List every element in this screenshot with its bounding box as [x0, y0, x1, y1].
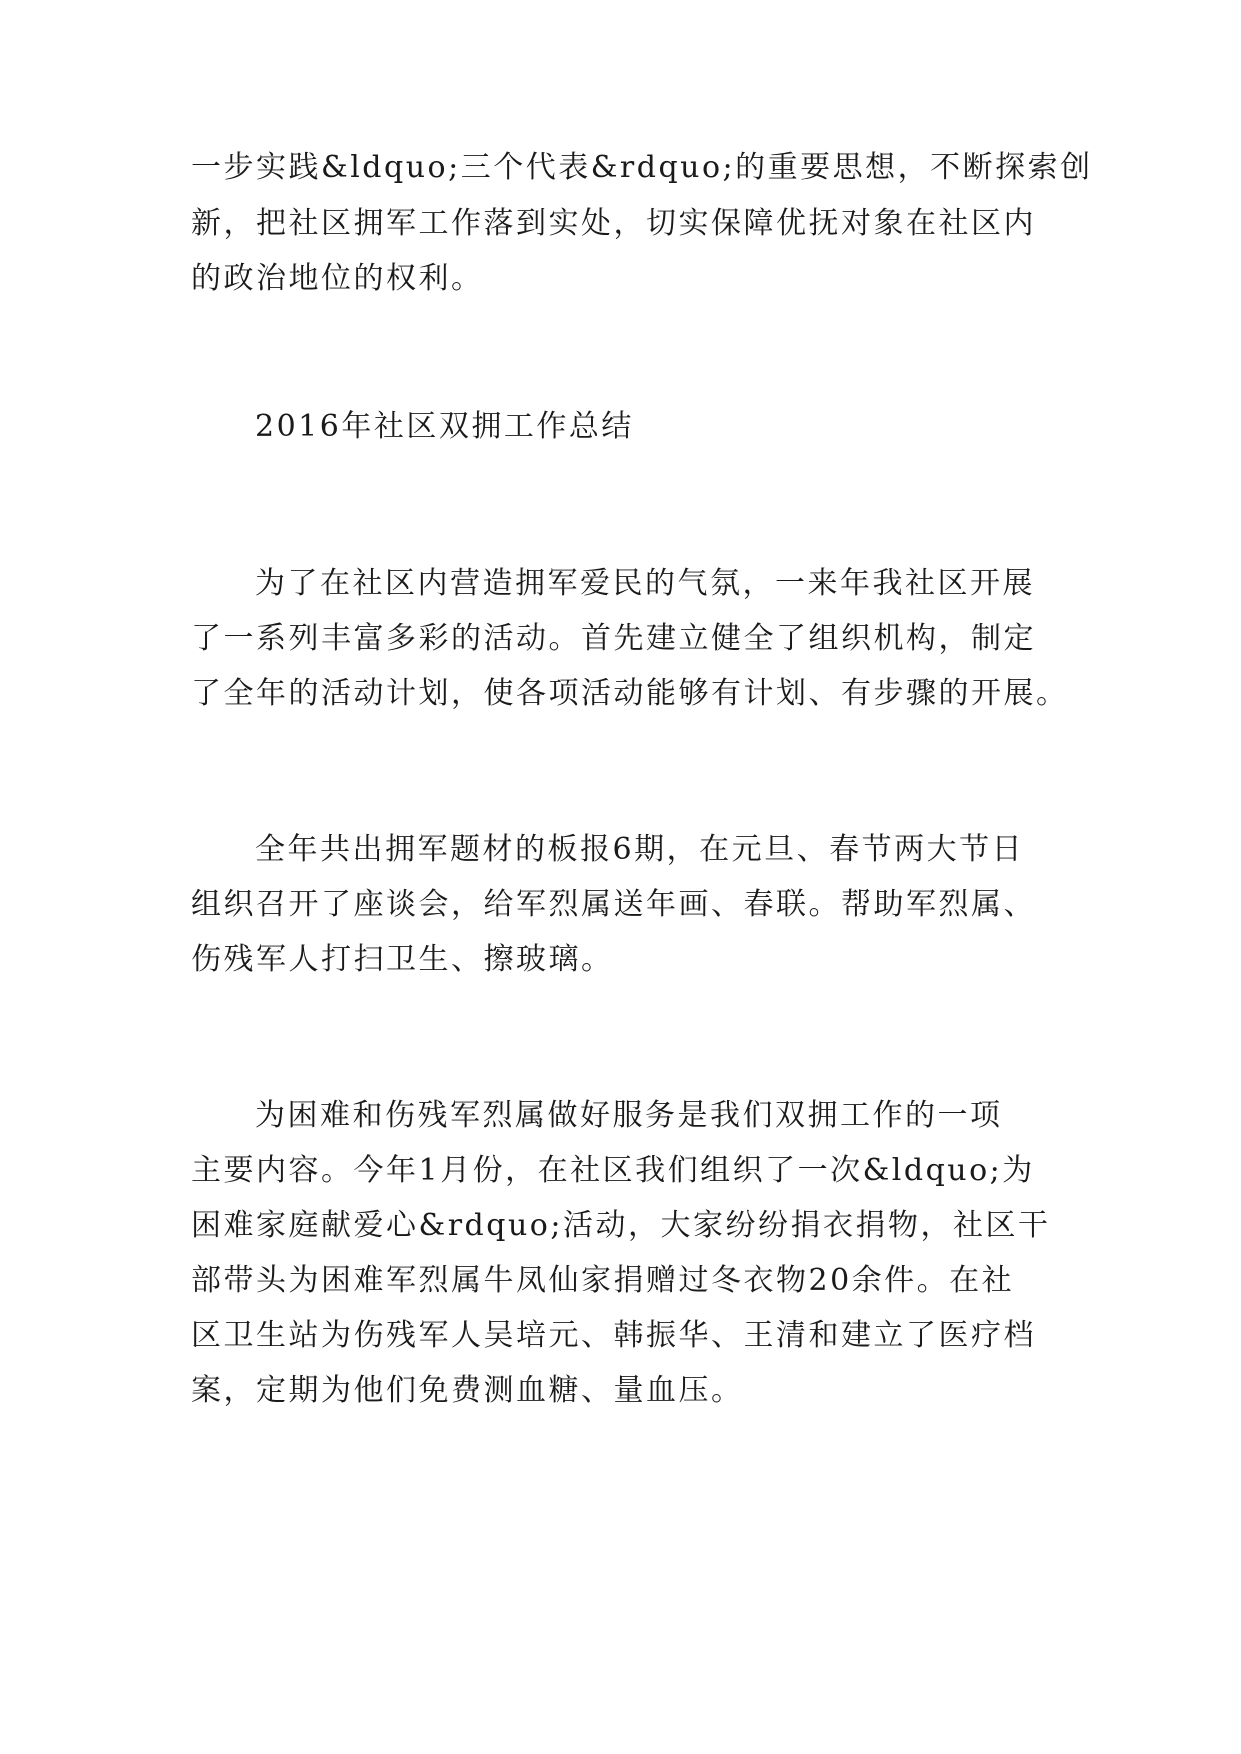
paragraph-line: 案，定期为他们免费测血糖、量血压。	[191, 1373, 744, 1408]
paragraph-line: 了一系列丰富多彩的活动。首先建立健全了组织机构，制定	[191, 621, 1036, 656]
paragraph-line: 组织召开了座谈会，给军烈属送年画、春联。帮助军烈属、	[191, 887, 1036, 922]
paragraph-line: 困难家庭献爱心&rdquo;活动，大家纷纷捐衣捐物，社区干	[191, 1208, 1051, 1243]
paragraph-line: 为了在社区内营造拥军爱民的气氛，一来年我社区开展	[255, 566, 1035, 601]
paragraph-line: 区卫生站为伤残军人吴培元、韩振华、王清和建立了医疗档	[191, 1318, 1036, 1353]
section-title: 2016年社区双拥工作总结	[255, 409, 634, 444]
paragraph-line: 为困难和伤残军烈属做好服务是我们双拥工作的一项	[255, 1098, 1003, 1133]
paragraph-line: 一步实践&ldquo;三个代表&rdquo;的重要思想，不断探索创	[191, 150, 1093, 185]
paragraph-line: 伤残军人打扫卫生、擦玻璃。	[191, 942, 614, 977]
paragraph-line: 全年共出拥军题材的板报6期，在元旦、春节两大节日	[255, 832, 1025, 867]
paragraph-line: 了全年的活动计划，使各项活动能够有计划、有步骤的开展。	[191, 676, 1069, 711]
paragraph-line: 新，把社区拥军工作落到实处，切实保障优抚对象在社区内	[191, 206, 1036, 241]
paragraph-line: 的政治地位的权利。	[191, 261, 484, 296]
paragraph-line: 主要内容。今年1月份，在社区我们组织了一次&ldquo;为	[191, 1153, 1035, 1188]
paragraph-line: 部带头为困难军烈属牛凤仙家捐赠过冬衣物20余件。在社	[191, 1263, 1015, 1298]
